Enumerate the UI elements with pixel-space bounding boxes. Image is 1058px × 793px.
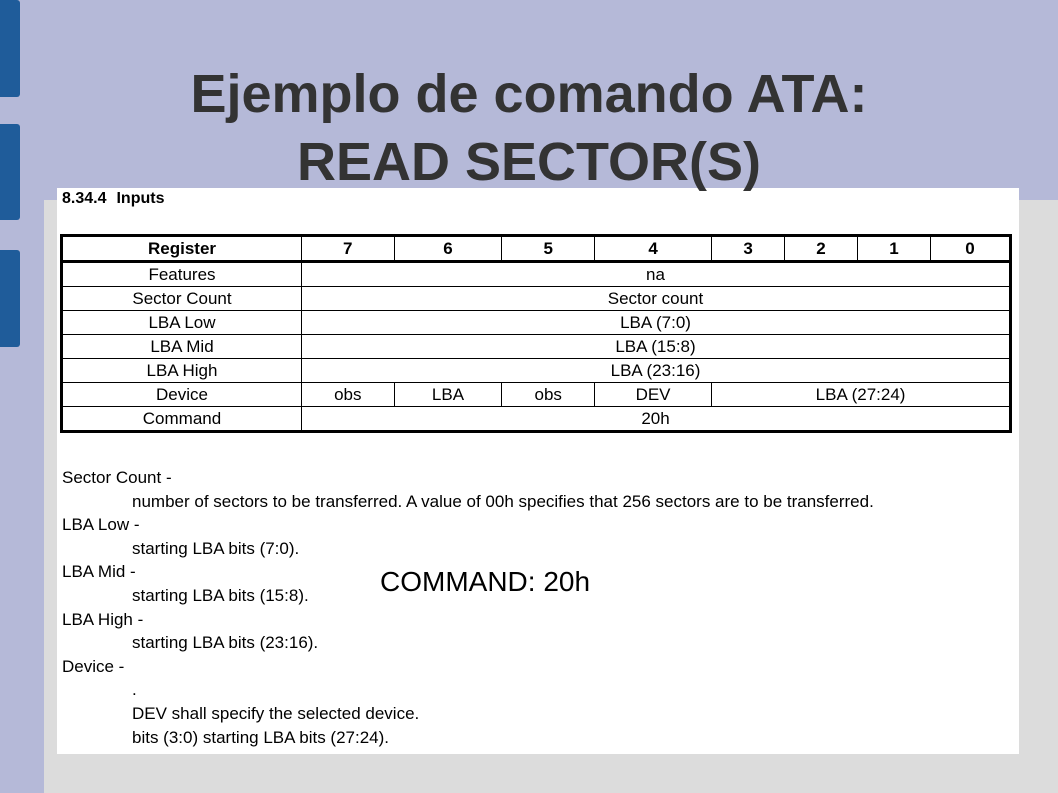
register-value: LBA (15:8) (302, 335, 1011, 359)
description-term: Sector Count - (62, 468, 172, 487)
description-text: starting LBA bits (23:16). (132, 633, 319, 653)
register-descriptions (62, 466, 874, 749)
description-text: bits (3:0) starting LBA bits (27:24). (132, 727, 390, 747)
section-title: Inputs (116, 190, 165, 207)
device-bit-6: LBA (394, 383, 502, 407)
register-name: Features (62, 262, 302, 287)
register-value: LBA (23:16) (302, 359, 1011, 383)
table-row (62, 335, 1011, 359)
description-term: Device - (62, 656, 125, 676)
description-text: . (132, 680, 137, 700)
device-bits-3-0: LBA (27:24) (712, 383, 1011, 407)
header-bit-5: 5 (502, 236, 595, 262)
header-bit-3: 3 (712, 236, 785, 262)
description-text: DEV shall specify the selected device. (132, 703, 420, 723)
slide-title-line-1: Ejemplo de comando ATA: (190, 64, 868, 124)
table-row (62, 359, 1011, 383)
table-row (62, 383, 1011, 407)
slide-title (0, 60, 1058, 196)
device-bit-4: DEV (595, 383, 712, 407)
register-name: LBA High (62, 359, 302, 383)
register-name: Device (62, 383, 302, 407)
device-bit-5: obs (502, 383, 595, 407)
description-term: LBA Mid - (62, 562, 136, 582)
header-bit-6: 6 (394, 236, 502, 262)
table-row (62, 311, 1011, 335)
header-bit-1: 1 (858, 236, 931, 262)
table-row (62, 287, 1011, 311)
table-row (62, 407, 1011, 432)
header-register: Register (62, 236, 302, 262)
command-callout: COMMAND: 20h (380, 566, 591, 597)
table-header-row (62, 236, 1011, 262)
description-term: LBA Low - (62, 515, 140, 535)
table-row (62, 262, 1011, 287)
register-value: na (302, 262, 1011, 287)
description-text: starting LBA bits (15:8). (132, 585, 309, 605)
section-heading (62, 190, 164, 208)
slide-title-line-2: READ SECTOR(S) (296, 132, 762, 192)
register-value: Sector count (302, 287, 1011, 311)
description-text: starting LBA bits (7:0). (132, 538, 300, 558)
register-name: LBA Mid (62, 335, 302, 359)
section-number: 8.34.4 (62, 190, 107, 207)
description-term: LBA High - (62, 609, 144, 629)
header-bit-4: 4 (595, 236, 712, 262)
header-bit-7: 7 (302, 236, 395, 262)
left-accent-tab-3 (0, 250, 20, 347)
register-name: Sector Count (62, 287, 302, 311)
register-value: 20h (302, 407, 1011, 432)
register-name: LBA Low (62, 311, 302, 335)
header-bit-2: 2 (785, 236, 858, 262)
header-bit-0: 0 (930, 236, 1010, 262)
description-text: number of sectors to be transferred. A value of 00h specifies that 256 sectors are to be transferred. (132, 491, 874, 511)
device-bit-7: obs (302, 383, 395, 407)
register-table (60, 234, 1012, 433)
register-value: LBA (7:0) (302, 311, 1011, 335)
register-name: Command (62, 407, 302, 432)
